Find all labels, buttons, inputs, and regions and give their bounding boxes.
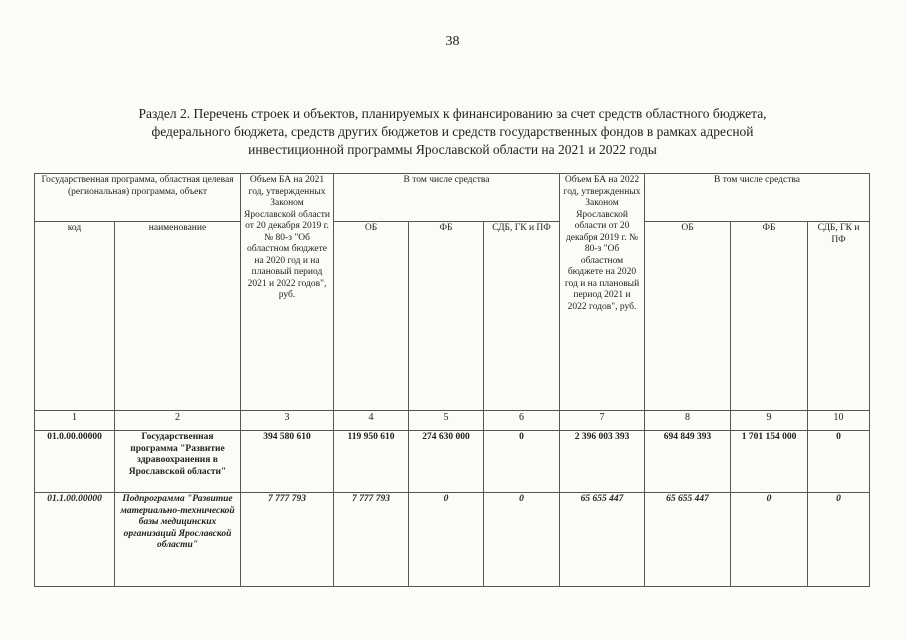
- column-number: 8: [645, 411, 731, 431]
- row-volume-2022: 2 396 003 393: [560, 431, 645, 493]
- row-name: Подпрограмма "Развитие материально-технической базы медицинских организаций Ярославской области": [115, 493, 241, 587]
- column-number: 10: [808, 411, 870, 431]
- column-number: 7: [560, 411, 645, 431]
- column-numbers-row: [35, 411, 870, 431]
- row-ob-2022: 65 655 447: [645, 493, 731, 587]
- header-fb-2021: ФБ: [409, 222, 484, 411]
- header-including-2022: В том числе средства: [645, 174, 870, 222]
- column-number: 9: [731, 411, 808, 431]
- header-sdb-2022: СДБ, ГК и ПФ: [808, 222, 870, 411]
- row-fb-2022: 0: [731, 493, 808, 587]
- row-code: 01.0.00.00000: [35, 431, 115, 493]
- row-ob-2022: 694 849 393: [645, 431, 731, 493]
- row-volume-2021: 394 580 610: [241, 431, 334, 493]
- header-row-2: [35, 222, 870, 411]
- header-row-1: [35, 174, 870, 222]
- header-ob-2021: ОБ: [334, 222, 409, 411]
- header-including-2021: В том числе средства: [334, 174, 560, 222]
- table-row: [35, 431, 870, 493]
- column-number: 1: [35, 411, 115, 431]
- title-line-1: Раздел 2. Перечень строек и объектов, планируемых к финансированию за счет средств областного бюджета,: [138, 106, 767, 121]
- title-line-2: федерального бюджета, средств других бюджетов и средств государственных фондов в рамках адресной: [151, 124, 754, 139]
- row-sdb-2022: 0: [808, 431, 870, 493]
- section-title: [60, 105, 845, 159]
- row-ob-2021: 7 777 793: [334, 493, 409, 587]
- header-fb-2022: ФБ: [731, 222, 808, 411]
- header-name: наименование: [115, 222, 241, 411]
- row-code: 01.1.00.00000: [35, 493, 115, 587]
- row-volume-2022: 65 655 447: [560, 493, 645, 587]
- header-volume-2022: Объем БА на 2022 год, утвержденных Законом Ярославской области от 20 декабря 2019 г. № 80-з "Об областном бюджете на 2020 год и на плановый период 2021 и 2022 годов", руб.: [560, 174, 645, 411]
- row-sdb-2021: 0: [484, 431, 560, 493]
- table-row: [35, 493, 870, 587]
- row-sdb-2022: 0: [808, 493, 870, 587]
- header-program-group: Государственная программа, областная целевая (региональная) программа, объект: [35, 174, 241, 222]
- header-volume-2021: Объем БА на 2021 год, утвержденных Законом Ярославской области от 20 декабря 2019 г. № 80-з "Об областном бюджете на 2020 год и на плановый период 2021 и 2022 годов", руб.: [241, 174, 334, 411]
- column-number: 4: [334, 411, 409, 431]
- header-ob-2022: ОБ: [645, 222, 731, 411]
- row-volume-2021: 7 777 793: [241, 493, 334, 587]
- row-name: Государственная программа "Развитие здравоохранения в Ярославской области": [115, 431, 241, 493]
- page-number: 38: [445, 34, 460, 49]
- row-ob-2021: 119 950 610: [334, 431, 409, 493]
- column-number: 6: [484, 411, 560, 431]
- investment-table: [34, 173, 870, 587]
- title-line-3: инвестиционной программы Ярославской области на 2021 и 2022 годы: [248, 142, 657, 157]
- header-sdb-2021: СДБ, ГК и ПФ: [484, 222, 560, 411]
- column-number: 3: [241, 411, 334, 431]
- row-sdb-2021: 0: [484, 493, 560, 587]
- header-code: код: [35, 222, 115, 411]
- row-fb-2021: 274 630 000: [409, 431, 484, 493]
- column-number: 5: [409, 411, 484, 431]
- column-number: 2: [115, 411, 241, 431]
- row-fb-2021: 0: [409, 493, 484, 587]
- row-fb-2022: 1 701 154 000: [731, 431, 808, 493]
